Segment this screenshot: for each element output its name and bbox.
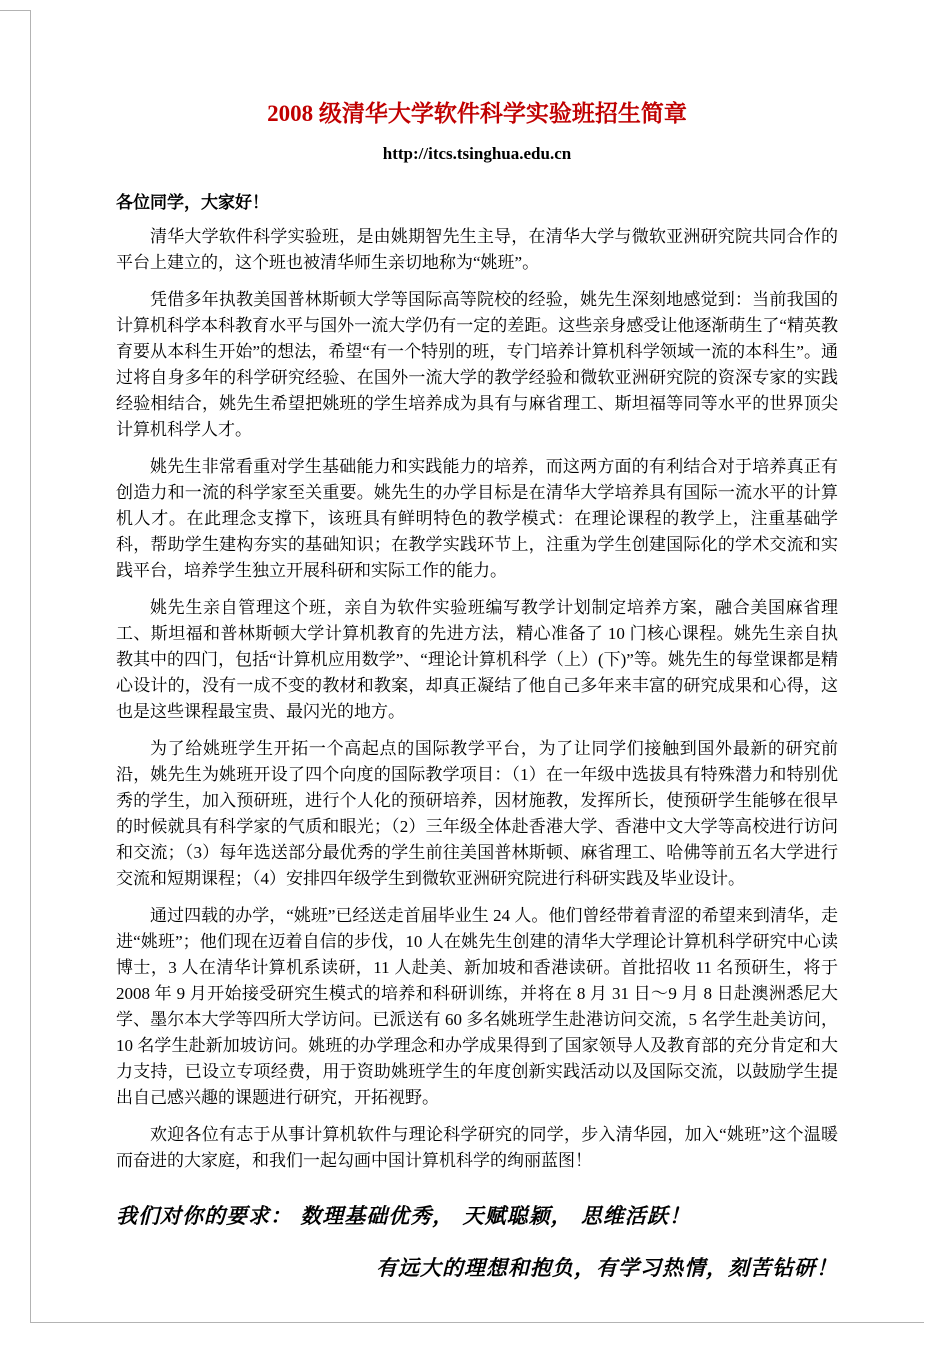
slogan-ideals: 有远大的理想和抱负，有学习热情，刻苦钻研！ bbox=[376, 1254, 838, 1280]
paragraph-intro: 清华大学软件科学实验班，是由姚期智先生主导，在清华大学与微软亚洲研究院共同合作的平台上建立的，这个班也被清华师生亲切地称为“姚班”。 bbox=[116, 226, 838, 272]
paragraph-teaching-model: 姚先生非常看重对学生基础能力和实践能力的培养，而这两方面的有利结合对于培养真正有创造力和一流的科学家至关重要。姚先生的办学目标是在清华大学培养具有国际一流水平的计算机人才。在此理念支撑下，该班具有鲜明特色的教学模式：在理论课程的教学上，注重基础学科，帮助学生建构夯实的基础知识；在教学实践环节上，注重为学生创建国际化的学术交流和实践平台，培养学生独立开展科研和实际工作的能力。 bbox=[116, 456, 838, 580]
document-url-text: http://itcs.tsinghua.edu.cn bbox=[382, 143, 572, 163]
slogan-requirements: 我们对你的要求： 数理基础优秀， 天赋聪颖， 思维活跃！ bbox=[116, 1202, 691, 1228]
page-edge-top-line bbox=[0, 10, 31, 11]
paragraph-background: 凭借多年执教美国普林斯顿大学等国际高等院校的经验，姚先生深刻地感觉到：当前我国的计算机科学本科教育水平与国外一流大学仍有一定的差距。这些亲身感受让他逐渐萌生了“精英教育要从本科生开始”的想法，希望“有一个特别的班，专门培养计算机科学领域一流的本科生”。通过将自身多年的科学研究经验、在国外一流大学的教学经验和微软亚洲研究院的资深专家的实践经验相结合，姚先生希望把姚班的学生培养成为具有与麻省理工、斯坦福等同等水平的世界顶尖计算机科学人才。 bbox=[116, 289, 838, 439]
page-title: 2008 级清华大学软件科学实验班招生简章 bbox=[267, 101, 687, 126]
paragraph-welcome: 欢迎各位有志于从事计算机软件与理论科学研究的同学，步入清华园，加入“姚班”这个温暖而奋进的大家庭，和我们一起勾画中国计算机科学的绚丽蓝图！ bbox=[116, 1124, 838, 1170]
page-edge-left-line bbox=[30, 10, 31, 1323]
page-edge-bottom-line bbox=[30, 1322, 924, 1323]
paragraph-curriculum: 姚先生亲自管理这个班，亲自为软件实验班编写教学计划制定培养方案，融合美国麻省理工、斯坦福和普林斯顿大学计算机教育的先进方法，精心准备了 10 门核心课程。姚先生亲自执教其中的四门，包括“计算机应用数学”、“理论计算机科学（上）(下)”等。姚先生的每堂课都是精心设计的，没有一成不变的教材和教案，却真正凝结了他自己多年来丰富的研究成果和心得，这也是这些课程最宝贵、最闪光的地方。 bbox=[116, 597, 838, 721]
greeting-heading: 各位同学，大家好！ bbox=[116, 192, 269, 212]
paragraph-international-programs: 为了给姚班学生开拓一个高起点的国际教学平台，为了让同学们接触到国外最新的研究前沿，姚先生为姚班开设了四个向度的国际教学项目：（1）在一年级中选拔具有特殊潜力和特别优秀的学生，加入预研班，进行个人化的预研培养，因材施教，发挥所长，使预研学生能够在很早的时候就具有科学家的气质和眼光；（2）三年级全体赴香港大学、香港中文大学等高校进行访问和交流；（3）每年选送部分最优秀的学生前往美国普林斯顿、麻省理工、哈佛等前五名大学进行交流和短期课程；（4）安排四年级学生到微软亚洲研究院进行科研实践及毕业设计。 bbox=[116, 738, 838, 888]
paragraph-achievements: 通过四载的办学，“姚班”已经送走首届毕业生 24 人。他们曾经带着青涩的希望来到清华，走进“姚班”；他们现在迈着自信的步伐，10 人在姚先生创建的清华大学理论计算机科学研究中心读博士，3 人在清华计算机系读研，11 人赴美、新加坡和香港读研。首批招收 11 名预研生，将于 2008 年 9 月开始接受研究生模式的培养和科研训练，并将在 8 月 31 日～9 月 8 日赴澳洲悉尼大学、墨尔本大学等四所大学访问。已派送有 60 多名姚班学生赴港访问交流，5 名学生赴美访问，10 名学生赴新加坡访问。姚班的办学理念和办学成果得到了国家领导人及教育部的充分肯定和大力支持，已设立专项经费，用于资助姚班学生的年度创新实践活动以及国际交流，以鼓励学生提出自己感兴趣的课题进行研究，开拓视野。 bbox=[116, 905, 838, 1107]
